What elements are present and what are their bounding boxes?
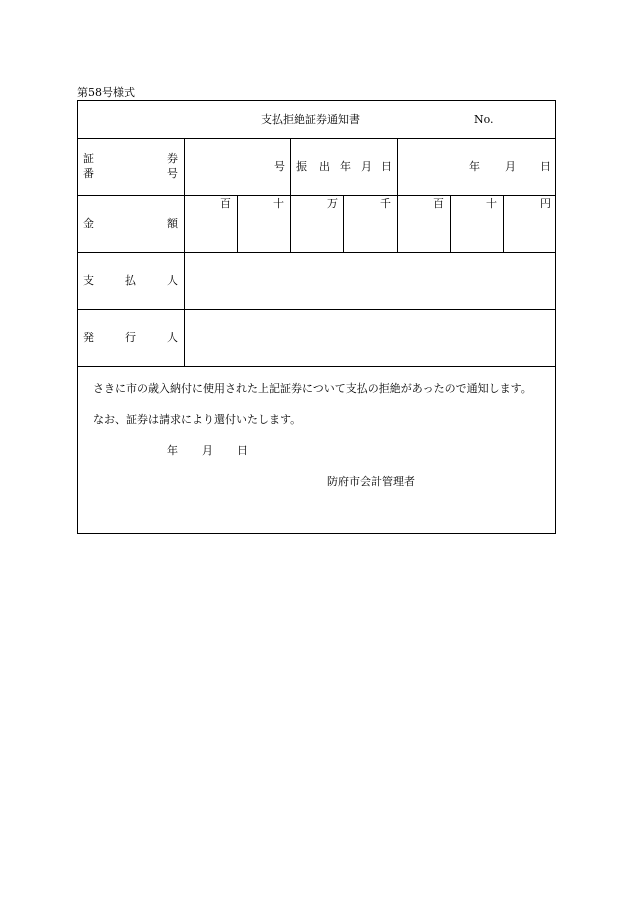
- digit-unit-label: 万: [327, 197, 338, 210]
- row-divider: [78, 366, 555, 367]
- security-label-char: 号: [167, 167, 178, 180]
- issue-year-unit: 年: [469, 160, 480, 173]
- digit-divider: [343, 195, 344, 252]
- issuer-label-char: 行: [125, 331, 136, 344]
- cell-divider: [290, 138, 291, 252]
- issue-day-unit: 日: [540, 160, 551, 173]
- notice-form: [77, 100, 556, 534]
- digit-unit-label: 千: [380, 197, 391, 210]
- digit-unit-label: 十: [273, 197, 284, 210]
- digit-divider: [503, 195, 504, 252]
- notice-month-unit: 月: [202, 444, 213, 457]
- security-label-char: 券: [167, 152, 178, 165]
- notice-day-unit: 日: [237, 444, 248, 457]
- row-divider: [78, 138, 555, 139]
- cell-divider: [397, 138, 398, 252]
- row-divider: [78, 195, 555, 196]
- number-suffix: 号: [274, 160, 285, 173]
- digit-unit-label: 十: [486, 197, 497, 210]
- number-label: No.: [474, 113, 494, 126]
- issue-date-label-char: 日: [381, 160, 392, 173]
- digit-divider: [450, 195, 451, 252]
- form-number: 第58号様式: [77, 86, 135, 99]
- form-title: 支払拒絶証券通知書: [261, 113, 360, 126]
- issue-date-label-char: 振: [296, 160, 307, 173]
- issuer-label-char: 発: [83, 331, 94, 344]
- sender-name: 防府市会計管理者: [327, 475, 415, 488]
- digit-unit-label: 百: [433, 197, 444, 210]
- amount-label-char: 金: [83, 217, 94, 230]
- row-divider: [78, 252, 555, 253]
- digit-unit-label: 百: [220, 197, 231, 210]
- payer-label-char: 払: [125, 274, 136, 287]
- issue-month-unit: 月: [505, 160, 516, 173]
- notice-year-unit: 年: [167, 444, 178, 457]
- digit-unit-label: 円: [540, 197, 551, 210]
- payer-label-char: 人: [167, 274, 178, 287]
- amount-label-char: 額: [167, 217, 178, 230]
- issue-date-label-char: 出: [319, 160, 330, 173]
- issue-date-label-char: 月: [361, 160, 372, 173]
- issuer-label-char: 人: [167, 331, 178, 344]
- row-divider: [78, 309, 555, 310]
- security-label-char: 証: [83, 152, 94, 165]
- issue-date-label-char: 年: [340, 160, 351, 173]
- label-column-divider: [184, 138, 185, 366]
- notice-paragraph: さきに市の歳入納付に使用された上記証券について支払の拒絶があったので通知します。: [93, 382, 532, 395]
- payer-label-char: 支: [83, 274, 94, 287]
- security-label-char: 番: [83, 167, 94, 180]
- digit-divider: [237, 195, 238, 252]
- notice-paragraph: なお、証券は請求により還付いたします。: [93, 413, 302, 426]
